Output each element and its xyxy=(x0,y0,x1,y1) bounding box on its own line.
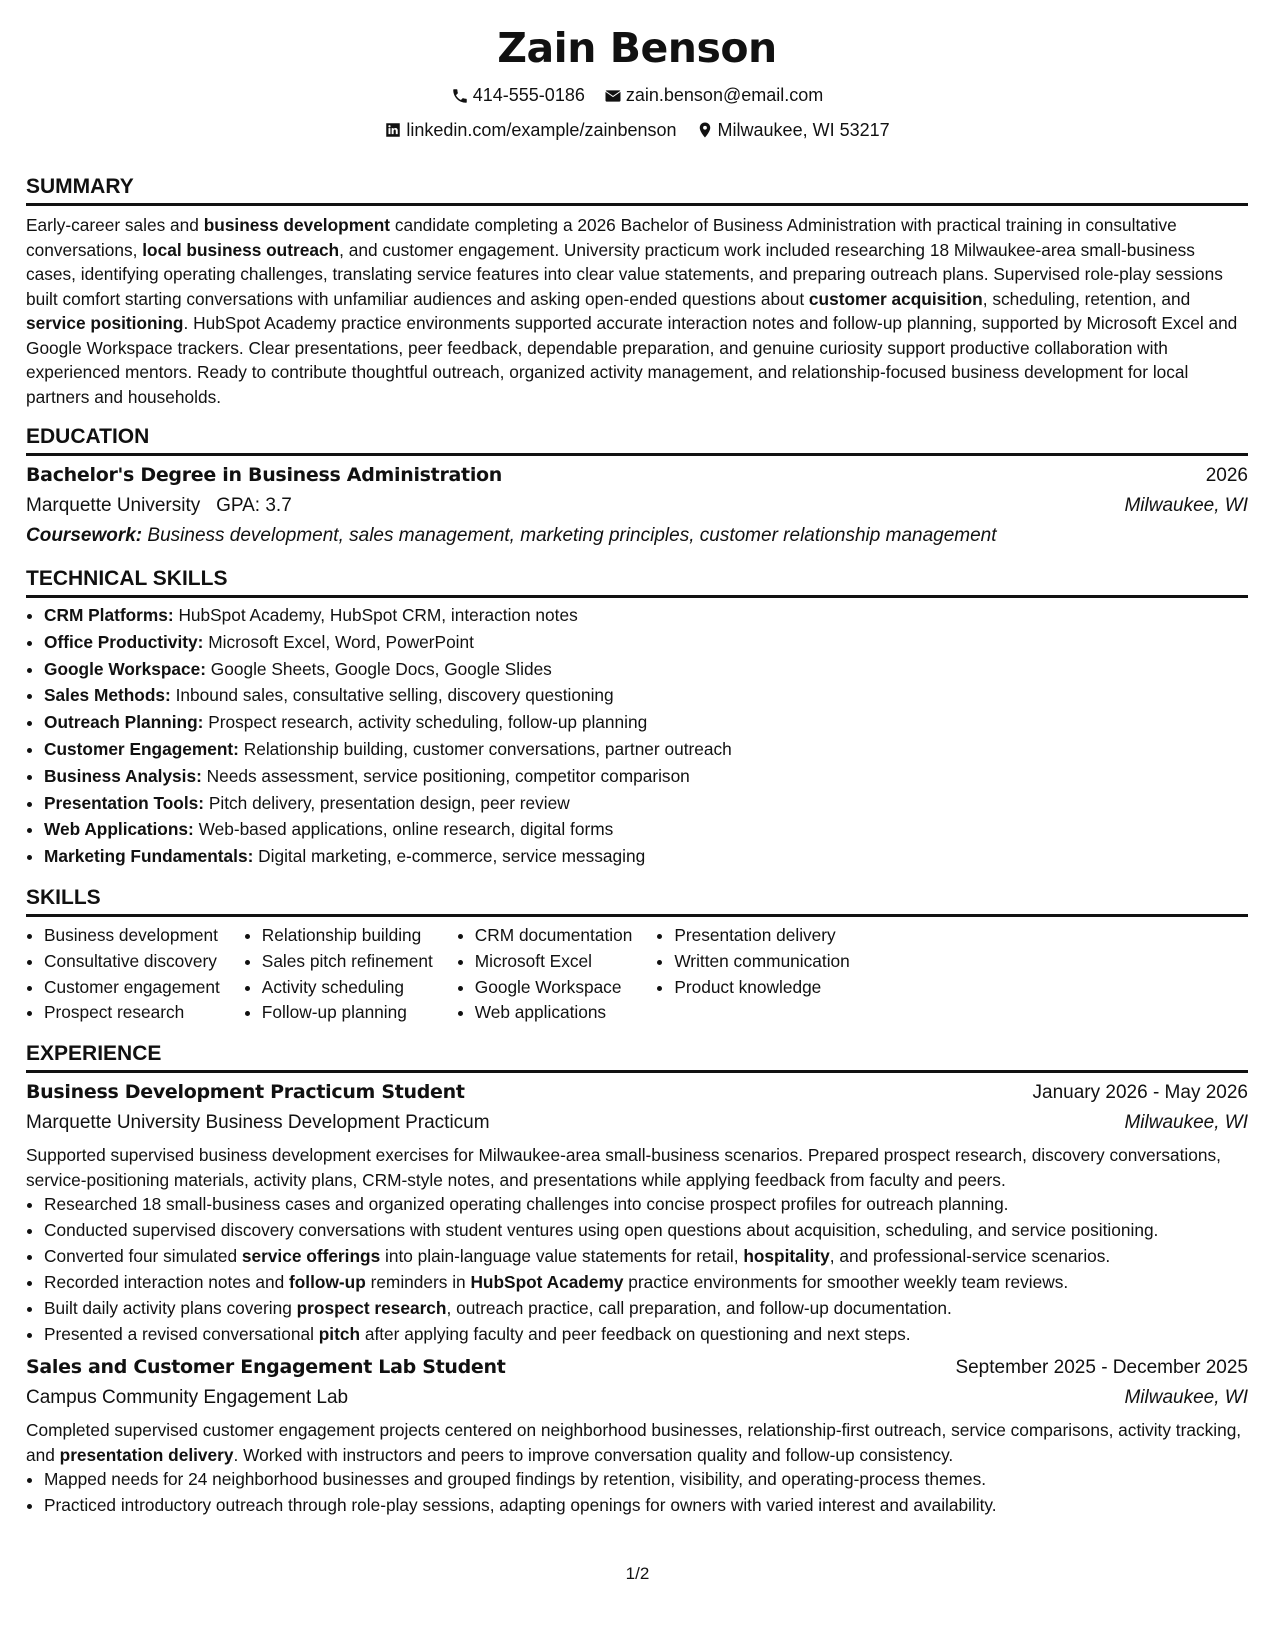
job-dates: January 2026 - May 2026 xyxy=(1032,1082,1248,1104)
skill-item: • CRM documentation xyxy=(475,923,633,949)
linkedin-icon xyxy=(384,121,402,139)
skills-column-3 xyxy=(457,923,633,1026)
job-org: Marquette University Business Development Practicum xyxy=(26,1112,490,1134)
tech-skill-label: Marketing Fundamentals: xyxy=(44,846,254,867)
school-line xyxy=(26,491,292,521)
experience-heading: EXPERIENCE xyxy=(26,1040,1248,1073)
contact-location xyxy=(696,115,890,146)
skill-item: • Relationship building xyxy=(262,923,433,949)
tech-skill-value: Pitch delivery, presentation design, peer review xyxy=(208,792,570,813)
job-bullet: • Mapped needs for 24 neighborhood businesses and grouped findings by retention, visibility, and operating-process themes. xyxy=(44,1467,1248,1491)
tech-skill-value: Relationship building, customer conversations, partner outreach xyxy=(243,738,732,759)
job-location: Milwaukee, WI xyxy=(1124,1112,1248,1134)
technical-skills-heading: TECHNICAL SKILLS xyxy=(26,565,1248,598)
job-header xyxy=(26,1077,1248,1108)
school-name: Marquette University xyxy=(26,495,201,516)
tech-skill-item xyxy=(44,816,1248,843)
job-entry-1 xyxy=(26,1077,1248,1346)
tech-skill-item xyxy=(44,682,1248,709)
tech-skill-item xyxy=(44,843,1248,870)
skill-item: • Web applications xyxy=(475,1000,633,1026)
job-header xyxy=(26,1352,1248,1383)
summary-section xyxy=(26,173,1248,409)
skill-item: • Presentation delivery xyxy=(674,923,849,949)
tech-skill-value: Web-based applications, online research, digital forms xyxy=(198,819,614,840)
tech-skill-value: Needs assessment, service positioning, competitor comparison xyxy=(206,765,690,786)
technical-skills-list xyxy=(26,602,1248,870)
tech-skill-label: Presentation Tools: xyxy=(44,792,205,813)
tech-skill-label: Business Analysis: xyxy=(44,765,202,786)
coursework-text: Business development, sales management, marketing principles, customer relationship management xyxy=(147,525,997,546)
tech-skill-value: Digital marketing, e-commerce, service messaging xyxy=(258,846,646,867)
tech-skill-item xyxy=(44,602,1248,629)
tech-skill-item xyxy=(44,629,1248,656)
job-dates: September 2025 - December 2025 xyxy=(955,1357,1248,1379)
tech-skill-value: HubSpot Academy, HubSpot CRM, interaction notes xyxy=(178,605,578,625)
skill-item: • Follow-up planning xyxy=(262,1000,433,1026)
summary-text: Early-career sales and business development candidate completing a 2026 Bachelor of Business Administration with practical training in consultative conversations, local business outreach, and customer engagement. University practicum work included researching 18 Milwaukee-area small-business cases, identifying operating challenges, translating service features into clear value statements, and preparing outreach plans. Supervised role-play sessions built comfort starting conversations with unfamiliar audiences and asking open-ended questions about customer acquisition, scheduling, retention, and service positioning. HubSpot Academy practice environments supported accurate interaction notes and follow-up planning, supported by Microsoft Excel and Google Workspace trackers. Clear presentations, peer feedback, dependable preparation, and genuine curiosity support productive collaboration with experienced mentors. Ready to contribute thoughtful outreach, organized activity management, and relationship-focused business development for local partners and households. xyxy=(26,215,1238,407)
degree-title: Bachelor's Degree in Business Administration xyxy=(26,464,503,486)
gpa: GPA: 3.7 xyxy=(216,495,292,516)
technical-skills-section xyxy=(26,565,1248,870)
education-heading: EDUCATION xyxy=(26,423,1248,456)
tech-skill-label: Google Workspace: xyxy=(44,658,206,679)
education-row-1 xyxy=(26,460,1248,491)
contact-line-1 xyxy=(26,80,1248,115)
tech-skill-item xyxy=(44,656,1248,683)
tech-skill-label: CRM Platforms: xyxy=(44,605,174,625)
skill-item: • Prospect research xyxy=(44,1000,220,1026)
skill-item: • Consultative discovery xyxy=(44,949,220,975)
page-number: 1/2 xyxy=(625,1564,650,1583)
job-bullets xyxy=(26,1467,1248,1517)
skill-item: • Written communication xyxy=(674,949,849,975)
job-entry-2 xyxy=(26,1352,1248,1517)
tech-skill-label: Outreach Planning: xyxy=(44,712,204,733)
contact-phone xyxy=(451,80,585,111)
job-bullet: • Researched 18 small-business cases and organized operating challenges into concise prospect profiles for outreach planning. xyxy=(44,1192,1248,1216)
candidate-name: Zain Benson xyxy=(497,24,777,72)
education-row-2 xyxy=(26,491,1248,521)
tech-skill-item xyxy=(44,736,1248,763)
experience-section xyxy=(26,1040,1248,1517)
skill-item: • Microsoft Excel xyxy=(475,949,633,975)
coursework-line xyxy=(26,521,1248,551)
job-org: Campus Community Engagement Lab xyxy=(26,1387,349,1409)
skill-item: • Business development xyxy=(44,923,220,949)
tech-skill-item xyxy=(44,709,1248,736)
job-summary: Supported supervised business development exercises for Milwaukee-area small-business scenarios. Prepared prospect research, discovery conversations, service-positioning materials, activity plans, CRM-style notes, and presentations while applying feedback from faculty and peers. xyxy=(26,1145,1221,1190)
school-location: Milwaukee, WI xyxy=(1124,495,1248,516)
tech-skill-item xyxy=(44,790,1248,817)
skills-grid xyxy=(26,923,1248,1026)
coursework-label: Coursework: xyxy=(26,525,143,546)
job-bullet: • Practiced introductory outreach through role-play sessions, adapting openings for owners with varied interest and availability. xyxy=(44,1493,1248,1517)
job-role: Sales and Customer Engagement Lab Student xyxy=(26,1356,506,1379)
job-location: Milwaukee, WI xyxy=(1124,1387,1248,1409)
resume-page xyxy=(26,20,1248,1519)
skills-section xyxy=(26,884,1248,1026)
education-section xyxy=(26,423,1248,551)
skill-item: • Customer engagement xyxy=(44,975,220,1001)
summary-heading: SUMMARY xyxy=(26,173,1248,206)
skills-column-1 xyxy=(26,923,220,1026)
contact-linkedin[interactable] xyxy=(384,115,676,146)
tech-skill-value: Prospect research, activity scheduling, follow-up planning xyxy=(208,712,648,733)
job-role: Business Development Practicum Student xyxy=(26,1081,465,1104)
job-subheader xyxy=(26,1383,1248,1413)
envelope-icon xyxy=(604,87,622,105)
skills-heading: SKILLS xyxy=(26,884,1248,917)
job-bullet: • Conducted supervised discovery conversations with student ventures using open questions about acquisition, scheduling, and service positioning. xyxy=(44,1218,1248,1242)
job-bullet: • Presented a revised conversational pitch after applying faculty and peer feedback on questioning and next steps. xyxy=(44,1322,1248,1346)
job-bullet: • Built daily activity plans covering prospect research, outreach practice, call preparation, and follow-up documentation. xyxy=(44,1296,1248,1320)
phone-icon xyxy=(451,87,469,105)
phone-text: 414-555-0186 xyxy=(472,85,585,105)
tech-skill-label: Sales Methods: xyxy=(44,685,171,706)
skill-item: • Google Workspace xyxy=(475,975,633,1001)
tech-skill-label: Office Productivity: xyxy=(44,631,204,652)
skill-item: • Product knowledge xyxy=(674,975,849,1001)
tech-skill-item xyxy=(44,763,1248,790)
tech-skill-label: Web Applications: xyxy=(44,819,194,840)
contact-email[interactable] xyxy=(604,80,823,111)
skill-item: • Activity scheduling xyxy=(262,975,433,1001)
tech-skill-label: Customer Engagement: xyxy=(44,738,239,759)
contact-line-2 xyxy=(26,115,1248,150)
skills-column-4 xyxy=(656,923,849,1026)
tech-skill-value: Microsoft Excel, Word, PowerPoint xyxy=(208,631,474,652)
skills-column-2 xyxy=(244,923,433,1026)
tech-skill-value: Inbound sales, consultative selling, discovery questioning xyxy=(175,685,614,706)
email-text: zain.benson@email.com xyxy=(625,85,824,105)
degree-year: 2026 xyxy=(1205,465,1248,486)
job-bullet: • Recorded interaction notes and follow-up reminders in HubSpot Academy practice environments for smoother weekly team reviews. xyxy=(44,1270,1248,1294)
job-bullets xyxy=(26,1192,1248,1346)
tech-skill-value: Google Sheets, Google Docs, Google Slides xyxy=(210,658,552,679)
job-subheader xyxy=(26,1108,1248,1138)
job-summary: Completed supervised customer engagement projects centered on neighborhood businesses, relationship-first outreach, service comparisons, activity tracking, and presentation delivery. Worked with instructors and peers to improve conversation quality and follow-up consistency. xyxy=(26,1420,1242,1465)
linkedin-text: linkedin.com/example/zainbenson xyxy=(406,119,677,140)
location-text: Milwaukee, WI 53217 xyxy=(717,119,890,140)
job-bullet: • Converted four simulated service offerings into plain-language value statements for retail, hospitality, and professional-service scenarios. xyxy=(44,1244,1248,1268)
map-pin-icon xyxy=(696,121,714,139)
skill-item: • Sales pitch refinement xyxy=(262,949,433,975)
